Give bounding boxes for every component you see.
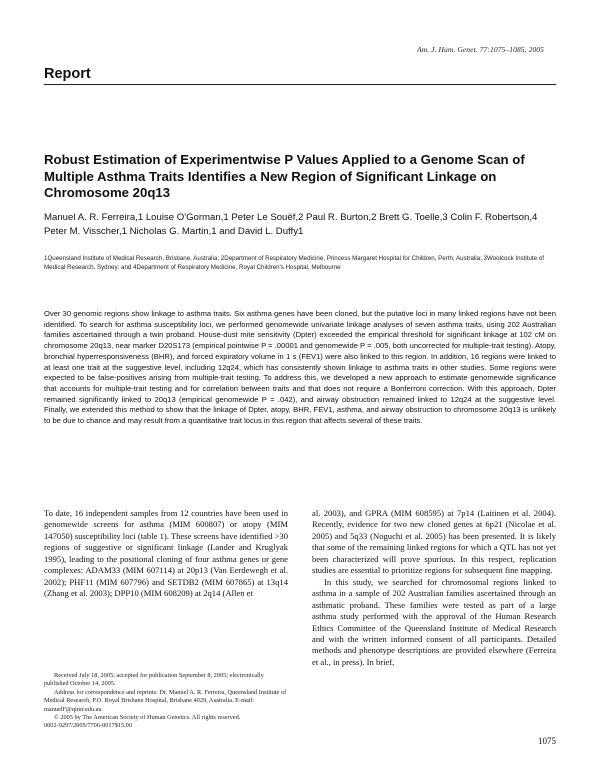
page-number: 1075: [538, 736, 556, 746]
body-paragraph: To date, 16 independent samples from 12 countries have been used in genomewide screens for asthma (MIM 600807) or atopy (MIM 147050) susceptibility loci (table 1). These screens have identified >30 regions of suggestive or significant linkage (Lander and Kruglyak 1995), leading to the positional cloning of four asthma genes or gene complexes: ADAM33 (MIM 607114) at 20p13 (Van Eerdewegh et al. 2002); PHF11 (MIM 607796) and SETDB2 (MIM 607865) at 13q14 (Zhang et al. 2003); DPP10 (MIM 608209) at 2q14 (Allen et: [44, 508, 288, 599]
footnote-received: Received July 18, 2005; accepted for publication September 8, 2005; electronically published October 14, 2005.: [44, 672, 264, 688]
body-paragraph: al. 2003), and GPRA (MIM 608595) at 7p14 (Laitinen et al. 2004). Recently, evidence for two new cloned genes at 6p21 (Nicolae et al. 2005) and 5q33 (Noguchi et al. 2005) has been presented. It is likely that some of the remaining linked regions for which a QTL has not yet been characterized will prove spurious. In this respect, replication studies are essential to prioritize regions for subsequent fine mapping.: [312, 508, 556, 576]
body-column-right: [312, 508, 556, 668]
footnote-copyright: © 2005 by The American Society of Human Genetics. All rights reserved.: [54, 714, 241, 722]
section-label: Report: [44, 66, 91, 82]
header-divider: [44, 84, 556, 85]
body-paragraph: In this study, we searched for chromosomal regions linked to asthma in a sample of 202 Australian families ascertained through an asthmatic proband. These families were tested as part of a large asthma study performed with the approval of the Human Research Ethics Committee of the Queensland Institute of Medical Research and with the written informed consent of all participants. Detailed methods and phenotype descriptions are provided elsewhere (Ferreira et al., in press). In brief,: [312, 576, 556, 667]
article-title: Robust Estimation of Experimentwise P Values Applied to a Genome Scan of Multiple Asthma Traits Identifies a New Region of Significant Linkage on Chromosome 20q13: [44, 152, 525, 200]
footnote-issn: 0002-9297/2005/7706-0017$15.00: [44, 722, 132, 730]
footnote-address: Address for correspondence and reprints: Dr. Manuel A. R. Ferreira, Queensland Institute of Medical Research, P.O. Royal Brisbane Hospital, Brisbane 4029, Australia. E-mail: manuelF@qimr.edu.au: [44, 688, 287, 713]
author-list: Manuel A. R. Ferreira,1 Louise O'Gorman,1 Peter Le Souëf,2 Paul R. Burton,2 Brett G. Toelle,3 Colin F. Robertson,4 Peter M. Visscher,1 Nicholas G. Martin,1 and David L. Duffy1: [44, 212, 538, 237]
journal-citation: Am. J. Hum. Genet. 77:1075–1085, 2005: [416, 45, 544, 54]
body-column-left: [44, 508, 288, 600]
abstract: Over 30 genomic regions show linkage to asthma traits. Six asthma genes have been cloned, but the putative loci in many linked regions have not been identified. To search for asthma susceptibility loci, we performed genomewide univariate linkage analyses of seven asthma traits, using 202 Australian families ascertained through a twin proband. House-dust mite sensitivity (Dpter) exceeded the empirical threshold for significant linkage at 102 cM on chromosome 20q13, near marker D20S173 (empirical pointwise P = .00001 and genomewide P = .005, both uncorrected for multiple-trait testing). Atopy, bronchial hyperresponsiveness (BHR), and forced expiratory volume in 1 s (FEV1) were also linked to this region. In addition, 16 regions were linked to at least one trait at the suggestive level, including 12q24, which has consistently shown linkage to asthma traits in other studies. Some regions were expected to be false-positives arising from multiple-trait testing. To address this, we developed a new approach to estimate genomewide significance that accounts for multiple-trait testing and for correlation between traits and that does not require a Bonferroni correction. With this approach, Dpter remained significantly linked to 20q13 (empirical genomewide P = .042), and airway obstruction remained linked to 12q24 at the suggestive level. Finally, we extended this method to show that the linkage of Dpter, atopy, BHR, FEV1, asthma, and airway obstruction to chromosome 20q13 is unlikely to be due to chance and may result from a quantitative trait locus in this region that affects several of these traits.: [44, 309, 556, 426]
footnotes: [44, 672, 288, 731]
affiliations: 1Queensland Institute of Medical Research, Brisbane, Australia; 2Department of Respiratory Medicine, Princess Margaret Hospital for Children, Perth, Australia; 3Woolcock Institute of Medical Research, Sydney; and 4Department of Respiratory Medicine, Royal Children's Hospital, Melbourne: [44, 255, 544, 271]
